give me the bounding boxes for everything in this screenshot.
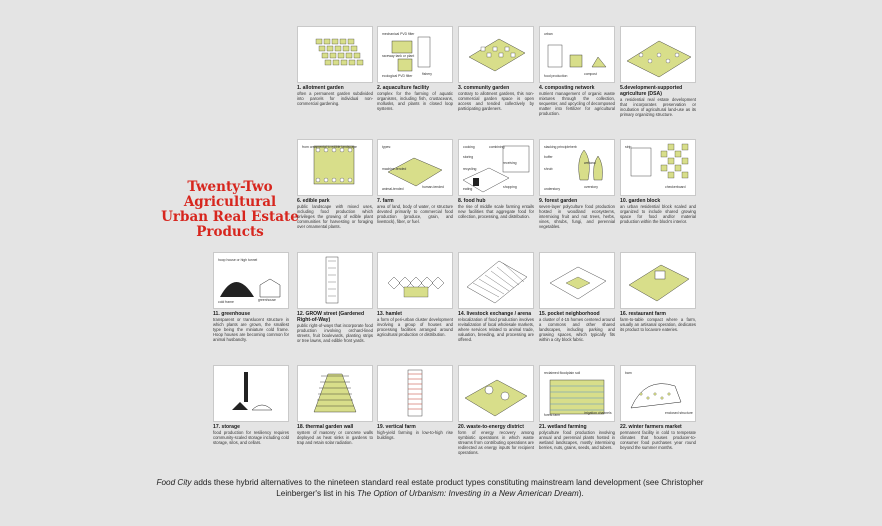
product-title: 12. GROW street (Gardened Right-of-Way)	[297, 311, 365, 323]
svg-text:greenhouse: greenhouse	[258, 298, 276, 302]
svg-text:irrigation channels: irrigation channels	[584, 411, 612, 415]
product-card	[458, 139, 534, 219]
product-illustration	[213, 365, 289, 422]
product-title: 14. livestock exchange / arena	[458, 311, 532, 317]
illustration-svg	[621, 140, 695, 195]
caption-book: The Option of Urbanism: Investing in a New American Dream	[356, 489, 579, 498]
product-title: 7. farm	[377, 198, 394, 204]
svg-text:human-tended: human-tended	[422, 185, 444, 189]
svg-text:checkerboard: checkerboard	[665, 185, 686, 189]
product-description: contrary to allotment gardens, this non-commercial garden space is open access and tended collectively by participating gardeners.	[458, 91, 534, 111]
illustration-svg	[540, 27, 614, 82]
illustration-svg	[214, 366, 288, 421]
product-title: 22. winter farmers market	[620, 424, 682, 430]
svg-text:hoop house or high tunnel: hoop house or high tunnel	[218, 258, 258, 262]
product-description: public landscape with mixed uses, including food production which privileges the growing of edible plant communities for harvesting or foraging over ornamental plants.	[297, 204, 373, 229]
product-title: 4. composting network	[539, 85, 595, 91]
illustration-svg	[378, 366, 452, 421]
product-title: 13. hamlet	[377, 311, 402, 317]
product-card	[458, 365, 534, 455]
svg-text:overstory: overstory	[584, 185, 598, 189]
svg-text:urban: urban	[544, 32, 553, 36]
product-card	[377, 252, 453, 337]
illustration-svg	[540, 140, 614, 195]
product-card	[539, 139, 615, 229]
caption-lead: Food City	[156, 478, 192, 487]
product-illustration	[458, 26, 534, 83]
product-illustration	[620, 252, 696, 309]
svg-text:recycling: recycling	[463, 167, 477, 171]
product-description: an urban residential block scaled and organized to include shared growing space for food and/or material production within the block's interior.	[620, 204, 696, 224]
product-illustration	[539, 26, 615, 83]
product-description: complex for the farming of aquatic organisms, including fish, crustaceans, mollusks, and plants in closed loop systems.	[377, 91, 453, 111]
product-card	[297, 26, 373, 106]
product-card	[458, 252, 534, 342]
product-title: 19. vertical farm	[377, 424, 416, 430]
illustration-svg	[378, 27, 452, 82]
product-description: nutrient management of organic waste mixtures through the collection, sequester, and upcycling of decomposed matter into fertilizer for agricultural production.	[539, 91, 615, 116]
product-card	[377, 26, 453, 111]
illustration-svg	[621, 27, 695, 82]
product-title: 11. greenhouse	[213, 311, 251, 317]
product-description: the rise of middle scale farming entails new facilities that aggregate food for collection, processing, and distribution.	[458, 204, 534, 219]
product-title: 3. community garden	[458, 85, 510, 91]
svg-text:fishery: fishery	[422, 72, 432, 76]
product-illustration	[377, 365, 453, 422]
product-description: often a permanent garden subdivided into parcels for individual non-commercial gardening.	[297, 91, 373, 106]
product-title: 8. food hub	[458, 198, 486, 204]
svg-text:understory: understory	[544, 187, 561, 191]
caption-tail: ).	[578, 489, 584, 498]
illustration-svg	[459, 140, 533, 195]
svg-text:from ornamental to edible land: from ornamental to edible landscape	[302, 145, 357, 149]
svg-text:raceway tank or plant: raceway tank or plant	[382, 54, 415, 58]
product-description: a cluster of 4-15 homes centered around a commons and other shared landscapes, including parking and growing spaces, which typically fits within a city block fabric.	[539, 317, 615, 342]
product-description: form of energy recovery among symbiotic operations in which waste streams from contributing operations are redirected as energy inputs for recipient operations.	[458, 430, 534, 455]
illustration-svg	[298, 27, 372, 82]
svg-text:strip: strip	[625, 145, 632, 149]
product-illustration	[297, 26, 373, 83]
product-description: a residential real estate development that incorporates preservation or incubation of agricultural land-use as its primary organizing structure.	[620, 97, 696, 117]
product-title: 18. thermal garden wall	[297, 424, 354, 430]
svg-text:enclosed structure: enclosed structure	[665, 411, 693, 415]
caption	[150, 477, 710, 499]
illustration-svg	[621, 253, 695, 308]
svg-text:combining: combining	[489, 145, 505, 149]
product-illustration	[297, 139, 373, 196]
svg-text:shopping: shopping	[503, 185, 517, 189]
product-card	[620, 26, 696, 117]
title-line-4: Products	[196, 224, 264, 240]
product-title: 1. allotment garden	[297, 85, 344, 91]
svg-text:reclaimed floodplain soil: reclaimed floodplain soil	[544, 371, 581, 375]
product-description: public right-of-ways that incorporate food production involving orchard-lined streets, fruit boulevards, planting strips or tree lawns, and edible front yards.	[297, 323, 373, 343]
svg-text:machine-tended: machine-tended	[382, 167, 407, 171]
product-card	[458, 26, 534, 111]
product-description: permanent facility in cold to temperate climates that houses producer-to-consumer food purchases year round beyond the summer months.	[620, 430, 696, 450]
product-title: 2. aquaculture facility	[377, 85, 430, 91]
product-illustration	[458, 252, 534, 309]
product-illustration	[539, 139, 615, 196]
product-description: transparent or translucent structure in which plants are grown, the smallest type being the miniature cold frame. Hoop houses are becoming common for animal husbandry.	[213, 317, 289, 342]
svg-text:mechanical PVD filter: mechanical PVD filter	[382, 32, 415, 36]
illustration-svg	[540, 253, 614, 308]
product-illustration	[213, 252, 289, 309]
svg-text:types:: types:	[382, 145, 392, 149]
svg-text:shrub: shrub	[544, 167, 553, 171]
product-title: 9. forest garden	[539, 198, 578, 204]
illustration-svg	[298, 253, 372, 308]
illustration-svg	[459, 27, 533, 82]
product-card	[620, 252, 696, 332]
svg-text:forest farm: forest farm	[544, 413, 561, 417]
product-title: 21. wetland farming	[539, 424, 587, 430]
product-card	[213, 252, 289, 342]
product-illustration	[377, 26, 453, 83]
product-illustration	[377, 139, 453, 196]
product-card	[297, 252, 373, 343]
product-title: 20. waste-to-energy district	[458, 424, 524, 430]
product-title: 15. pocket neighborhood	[539, 311, 600, 317]
svg-text:ecological PVD filter: ecological PVD filter	[382, 74, 413, 78]
product-card	[620, 365, 696, 450]
illustration-svg	[214, 253, 288, 308]
product-description: food production for resiliency requires community-scaled storage including cold storage, silos, and cellars.	[213, 430, 289, 445]
product-title: 17. storage	[213, 424, 240, 430]
product-card	[213, 365, 289, 445]
illustration-svg	[459, 366, 533, 421]
product-description: high-yield farming in low-to-high rise buildings.	[377, 430, 453, 440]
title-line-1: Twenty-Two	[187, 179, 273, 195]
product-description: a form of peri-urban cluster development involving a group of houses and processing facilities arranged around agricultural production or distribution.	[377, 317, 453, 337]
product-description: polyculture food production involving annual and perennial plants hosted in wetland landscapes, mostly intermixing berries, nuts, grains, seeds, and tubers.	[539, 430, 615, 450]
product-card	[377, 139, 453, 224]
svg-text:food production: food production	[544, 74, 568, 78]
svg-text:herb: herb	[570, 145, 577, 149]
product-description: farm-to-table compact where a farm, usually an artisanal operation, dedicates its product to locavore eateries.	[620, 317, 696, 332]
title-line-2: Agricultural	[183, 194, 277, 210]
svg-text:barn: barn	[625, 371, 632, 375]
product-title: 10. garden block	[620, 198, 661, 204]
svg-text:stacking principle: stacking principle	[544, 145, 571, 149]
product-illustration	[539, 252, 615, 309]
product-description: area of land, body of water, or structure devoted primarily to commercial food production (produce, grain, and livestock), fiber, or fuel.	[377, 204, 453, 224]
svg-text:receiving: receiving	[503, 161, 517, 165]
caption-body: adds these hybrid alternatives to the nineteen standard real estate product types constituting mainstream land development (see Christopher Leinberger's list in his	[191, 478, 704, 498]
product-card	[539, 26, 615, 116]
product-card	[297, 139, 373, 229]
illustration-svg	[298, 140, 372, 195]
product-illustration	[620, 26, 696, 83]
product-description: system of masonry or concrete walls deployed as heat sinks in gardens to trap and retain solar radiation.	[297, 430, 373, 445]
product-title: 6. edible park	[297, 198, 330, 204]
product-card	[620, 139, 696, 224]
product-illustration	[458, 139, 534, 196]
product-illustration	[377, 252, 453, 309]
illustration-svg	[621, 366, 695, 421]
product-description: seven-layer polyculture food production hosted in woodland ecosystems, intermixing fruit and nut trees, herbs, vines, shrubs, fungi, and perennial vegetables.	[539, 204, 615, 229]
product-description: relocalization of food production involves revitalization of local wholesale markets, where services related to animal trade, valuation, breeding, and processing are offered.	[458, 317, 534, 342]
product-card	[297, 365, 373, 445]
illustration-svg	[298, 366, 372, 421]
poster-title	[160, 180, 300, 240]
product-card	[377, 365, 453, 440]
illustration-svg	[378, 253, 452, 308]
illustration-svg	[540, 366, 614, 421]
product-illustration	[297, 365, 373, 422]
svg-text:storing: storing	[463, 155, 474, 159]
svg-text:compost: compost	[584, 72, 597, 76]
title-line-3: Urban Real Estate	[161, 209, 299, 225]
svg-text:buffer: buffer	[544, 155, 553, 159]
svg-text:eating: eating	[463, 187, 473, 191]
product-card	[539, 365, 615, 450]
svg-text:cooking: cooking	[463, 145, 475, 149]
product-title: 5.development-supported agriculture (DSA)	[620, 85, 683, 97]
product-illustration	[458, 365, 534, 422]
product-illustration	[539, 365, 615, 422]
product-title: 16. restaurant farm	[620, 311, 666, 317]
product-illustration	[297, 252, 373, 309]
svg-text:cold frame: cold frame	[218, 300, 234, 304]
illustration-svg	[378, 140, 452, 195]
product-illustration	[620, 365, 696, 422]
svg-text:wetland: wetland	[584, 161, 596, 165]
svg-text:animal-tended: animal-tended	[382, 187, 404, 191]
product-card	[539, 252, 615, 342]
illustration-svg	[459, 253, 533, 308]
product-illustration	[620, 139, 696, 196]
